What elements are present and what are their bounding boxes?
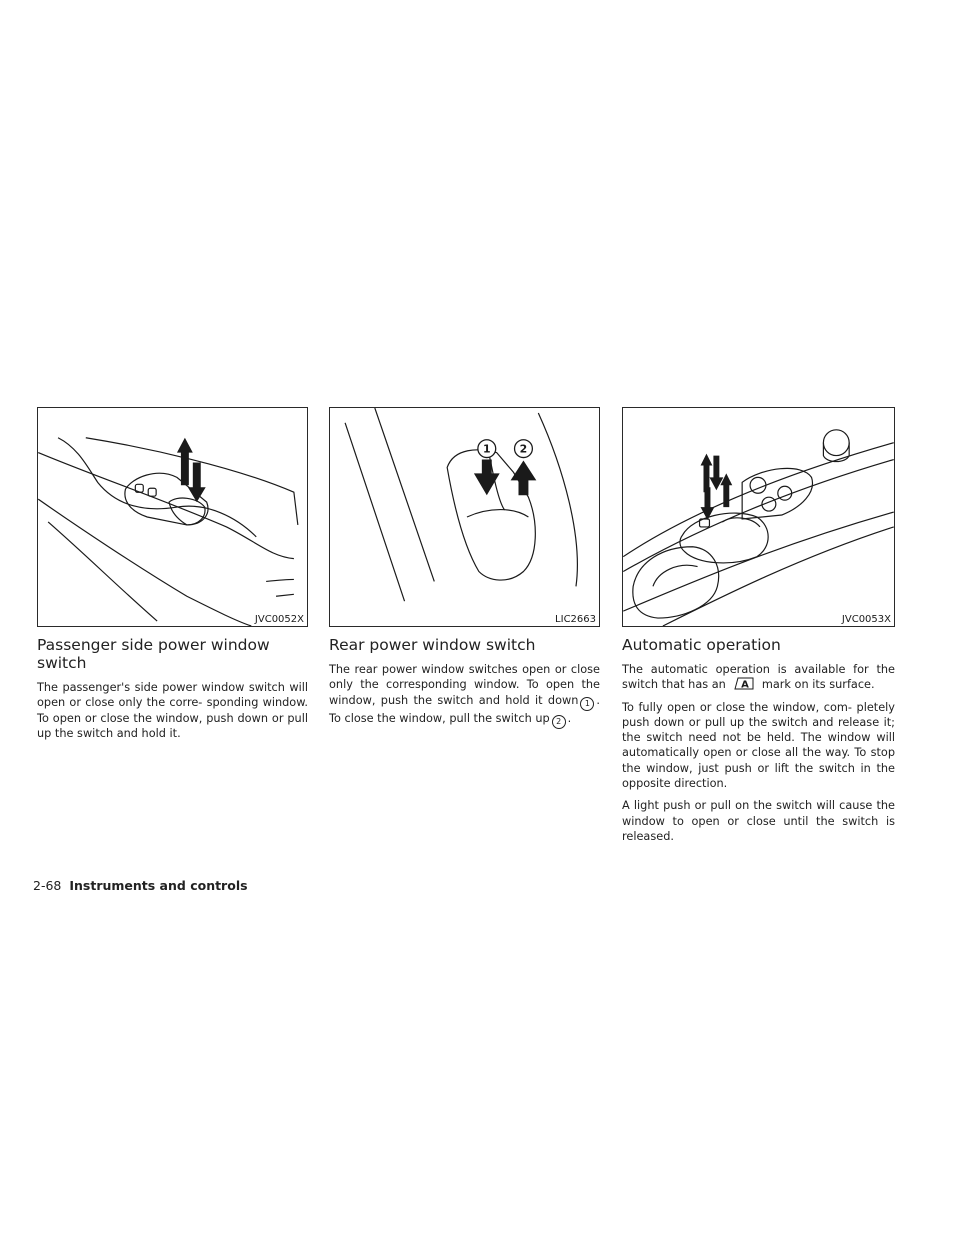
figure-code: JVC0052X — [254, 614, 304, 625]
section-rear-window — [329, 407, 600, 736]
passenger-switch-illustration — [38, 408, 307, 626]
paragraph-text: The automatic operation is available for the switch that has an — [622, 663, 895, 692]
figure-label-2: 2 — [519, 442, 528, 456]
auto-mark-icon — [734, 677, 754, 690]
section-automatic-operation — [622, 407, 895, 851]
paragraph-text: mark on its surface. — [761, 678, 875, 692]
section-heading: Automatic operation — [622, 636, 781, 654]
page-footer — [33, 878, 248, 893]
body-paragraph: The passenger's side power window switch will open or close only the corre- sponding window. To open or close the window, push down or pull up the switch and hold it. — [37, 681, 308, 740]
page-number: 2-68 — [33, 878, 62, 893]
automatic-switch-illustration — [623, 408, 894, 626]
section-heading: Rear power window switch — [329, 636, 536, 654]
paragraph-text: . — [567, 711, 572, 725]
step-marker-2: 2 — [552, 715, 566, 729]
body-paragraph — [622, 662, 895, 693]
paragraph-text: The rear power window switches open or close only the corresponding window. To open the window, push the switch and hold it down — [329, 663, 600, 707]
figure-passenger-switch — [37, 407, 308, 627]
figure-code: JVC0053X — [841, 614, 891, 625]
figure-rear-switch — [329, 407, 600, 627]
body-paragraph — [329, 662, 600, 729]
body-paragraph: To fully open or close the window, com- pletely push down or pull up the switch and release it; the switch need not be held. The window will automatically open or close all the way. To stop the window, just push or lift the switch in the opposite direction. — [622, 700, 895, 791]
figure-label-1: 1 — [483, 442, 491, 456]
section-passenger-window — [37, 407, 308, 748]
rear-switch-illustration — [330, 408, 599, 626]
body-paragraph: A light push or pull on the switch will cause the window to open or close until the switch is released. — [622, 799, 895, 843]
section-heading: Passenger side power window switch — [37, 636, 270, 672]
paragraph-text: . To close the window, pull the switch up — [329, 693, 600, 725]
figure-code: LIC2663 — [555, 614, 596, 625]
step-marker-1: 1 — [580, 697, 594, 711]
auto-mark-label: A — [740, 679, 749, 691]
figure-automatic-switch — [622, 407, 895, 627]
footer-section-title: Instruments and controls — [69, 878, 248, 893]
